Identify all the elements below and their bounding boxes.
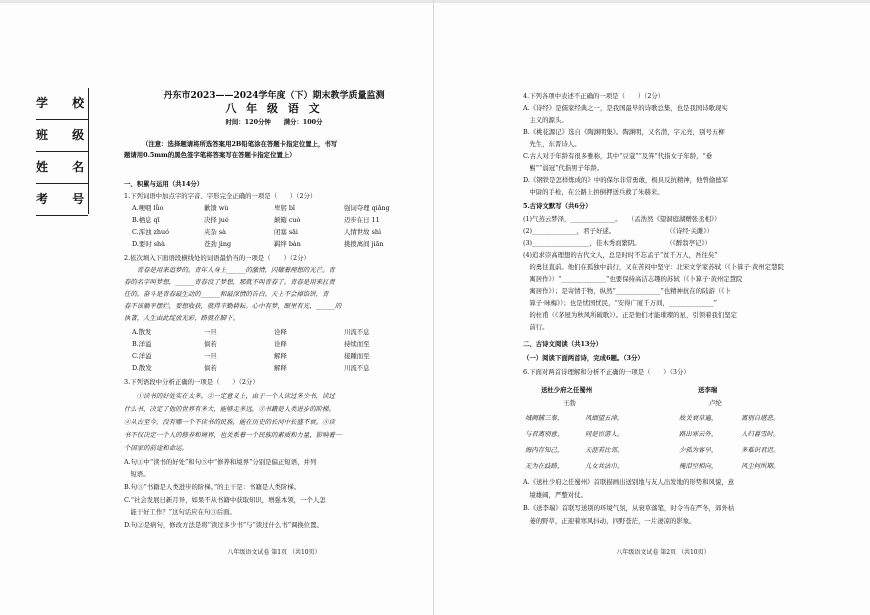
exam-title: 丹东市2023——2024学年度（下）期末教学质量监测 xyxy=(163,91,385,101)
question-1: 1.下列词语中加点字的字音、字形完全正确的一项是（ ）（2分） xyxy=(124,192,317,200)
q5-item-1: (1)气蒸云梦泽，______________。 （孟浩然《望洞庭湖赠张丞相》） xyxy=(523,215,721,223)
q2-passage: 青春是用来追梦的。青年人身上______的激情，闪耀着理想的光芒。青 xyxy=(124,266,335,274)
q3-option-c: C.“社会发展日新月异，如果不从书籍中获取知识，增强本领，一个人怎 xyxy=(124,496,326,504)
q1-option: 人情世故 shì xyxy=(344,228,382,236)
page-footer: 八年级语文试卷 第2页 （共10页） xyxy=(616,549,710,556)
q1-option: 决择 jué xyxy=(204,216,229,224)
poem-1-line: 风烟望五津。 xyxy=(585,414,624,422)
q3-passage: 个国家的前途和命运。 xyxy=(124,444,188,452)
q2-option: D.散发 xyxy=(132,364,152,372)
q2-passage: 执著，人生由此绽放光彩，路就在脚下。 xyxy=(124,314,240,322)
q5-item-4: 的勇往直前。他们在孤独中前行，又在苦闷中坚守：北宋文学家苏轼（《卜算子·黄州定慧院 xyxy=(523,263,784,271)
q4-option-b: 先生，东晋诗人。 xyxy=(523,140,581,148)
question-4: 4.下列各项中表述不正确的一项是（ ）（2分） xyxy=(523,92,665,100)
class-label: 班 级 xyxy=(36,120,88,152)
q1-option: A.哽咽 lǚo xyxy=(132,204,164,212)
poem-2-line: 人归暮雪时。 xyxy=(741,430,780,438)
poem-1-line: 与君离别意， xyxy=(525,430,564,438)
page-1 xyxy=(124,0,424,615)
poem-1-author: 王勃 xyxy=(563,399,576,407)
poem-2-line: 离别自堪悲。 xyxy=(741,414,780,422)
subsection-heading: （一）阅读下面两首诗，完成6题。（3分） xyxy=(523,354,644,362)
section-heading: 一、积累与运用（共14分） xyxy=(124,180,204,188)
q6-option-b: 萎的野草，正迎着寒风抖动，四野苍茫，一片凄凉的影象。 xyxy=(523,517,696,525)
q4-option-c: 髫”“弱冠”代指男子年龄。 xyxy=(523,164,604,172)
q2-option: B.洋溢 xyxy=(132,340,152,348)
question-5: 5.古诗文默写（共6分） xyxy=(523,202,592,210)
notice-line-2: 题请用0.5mm的黑色签字笔将答案写在答题卡指定位置上） xyxy=(124,151,296,159)
q2-option: 诠释 xyxy=(274,340,287,348)
poem-1-line: 无为在歧路， xyxy=(525,462,564,470)
section-heading: 二、古诗文阅读（共13分） xyxy=(523,340,603,348)
poem-2-title: 送李瑞 xyxy=(698,386,718,394)
q2-option: 倘若 xyxy=(204,340,217,348)
poem-2-line: 多难识君迟。 xyxy=(741,446,780,454)
poem-2-line: 风尘何所期。 xyxy=(741,462,780,470)
q6-option-a: 境雄阔，严整对仗。 xyxy=(523,491,587,499)
poem-1-line: 城阙辅三秦， xyxy=(525,414,564,422)
q2-passage: 春不该躺平摆烂，要想收获，就得辛勤耕耘。心中有梦，眼里有光，______的 xyxy=(124,302,342,310)
q1-option: 颠簸 cuò xyxy=(274,216,301,224)
q2-option: C.洋溢 xyxy=(132,352,152,360)
q2-passage: 春的名字叫梦想，______青春没了梦想，那就不叫青春了。青春是用来扛责 xyxy=(124,278,335,286)
q6-option-b: B.《送李瑞》首联写送别的环境气氛，从衰草落笔，时令当在严冬，郊外枯 xyxy=(523,504,735,512)
q3-option-d: D.句②是病句，修改方法是将“读过多少书”与“读过什么书”调换位置。 xyxy=(124,521,323,529)
q2-option: 倘若 xyxy=(204,364,217,372)
q5-item-4: 前行。 xyxy=(523,323,549,331)
q1-option: 迈步在日 11 xyxy=(344,216,380,224)
q6-option-a: A.《送杜少府之任蜀州》首联描画出送别地与友人出发地的形势和风貌，意 xyxy=(523,478,735,486)
q2-option: 解释 xyxy=(274,364,287,372)
q2-option: 解释 xyxy=(274,352,287,360)
page-fold xyxy=(433,0,434,615)
q4-option-c: C.古人对于年龄有很多雅称，其中“豆蔻”“及笄”代指女子年龄，“垂 xyxy=(523,152,713,160)
q1-option: 强词夺理 qiǎng xyxy=(344,204,390,212)
question-3: 3.下列语段中分析正确的一项是（ ）（2分） xyxy=(124,378,259,386)
q5-item-4: 算子·咏梅》）；也是忧国忧民，“安得广厦千万间，______________” xyxy=(523,299,717,307)
q2-passage: 任的。奋斗是青春最生动的______和最深情的告白。天上不会掉馅饼，青 xyxy=(124,290,329,298)
poem-1-line: 海内存知己， xyxy=(525,446,564,454)
q3-passage: 书不仅决定一个人的修养和境界，也关系着一个民族的素质和力量，影响着一 xyxy=(124,431,342,439)
poem-1-title: 送杜少府之任蜀州 xyxy=(541,386,593,394)
q2-option: 一旦 xyxy=(204,328,217,336)
q2-option: 川流不息 xyxy=(344,328,370,336)
poem-1-line: 同是宦游人。 xyxy=(585,430,624,438)
q2-option: 接踵而至 xyxy=(344,352,370,360)
poem-1-line: 儿女共沾巾。 xyxy=(585,462,624,470)
name-label: 姓 名 xyxy=(36,152,88,184)
q3-option-b: B.句③“书籍是人类进步的阶梯。”的主干是：书籍是人类阶梯。 xyxy=(124,483,301,491)
q1-option: 苍劲 jìng xyxy=(204,240,232,248)
q5-item-4: (4)追求崇高理想的古代文人，总是时时不忘孟子“贫千万人，吾往矣” xyxy=(523,251,718,259)
school-label: 学 校 xyxy=(36,88,88,120)
q4-option-a: A.《诗经》是儒家经典之一，是我国最早的诗歌总集，也是我国诗歌现实 xyxy=(523,104,728,112)
q3-option-c: 能干好工作？”这句话应在句③后面。 xyxy=(124,508,236,516)
poem-1-line: 天涯若比邻。 xyxy=(585,446,624,454)
q3-passage: ④从古至今，没有哪一个不读书的民族，能在历史的长河中长盛不衰。⑤读 xyxy=(124,418,335,426)
q3-option-a: A.句①中“读书的好处”和句⑤中“修养和境界”分别是偏正短语、并列 xyxy=(124,458,317,466)
q1-option: B.栖息 qī xyxy=(132,216,160,224)
q3-option-a: 短语。 xyxy=(124,470,150,478)
poem-2-author: 卢纶 xyxy=(709,399,722,407)
question-2: 2.依次填入下面语段横线处的词语最恰当的一项是（ ）（2分） xyxy=(124,254,310,262)
question-6: 6.下面对两首诗理解和分析不正确的一项是（ ）（3分） xyxy=(523,368,690,376)
q5-item-4: 寓居作》）“______________”也要保持高洁志趣的苏轼（《卜算子·黄州定慧院 xyxy=(523,275,743,283)
q5-item-3: (3)__________________，佳木秀而繁阴。 （《醉翁亭记》） xyxy=(523,239,711,247)
page-2 xyxy=(523,0,803,615)
q5-item-4: 寓居作》）；是寄情于物，纵然“______________”也精神抗在的陆游（《卜 xyxy=(523,287,731,295)
page-footer: 八年级语文试卷 第1页 （共10页） xyxy=(227,549,321,556)
subject-title: 八 年 级 语 文 xyxy=(225,102,323,115)
q3-passage: 什么书，决定了他的世界有多大，能够走多远。③书籍是人类进步的阶梯。 xyxy=(124,405,335,413)
q5-item-2: (2)______________，君子好逑。 （《诗经·关雎》） xyxy=(523,227,714,235)
q5-item-4: 的杜甫（《茅屋为秋风所破歌》）。正是他们才能璀璨的星，引领着我们坚定 xyxy=(523,311,738,319)
q4-option-d: 中尉的手枪，在公路上拚倒押送兵救了朱赫来。 xyxy=(523,188,664,196)
q1-option: C.浑浊 zhuó xyxy=(132,228,169,236)
notice-line-1: （注意：选择题请将所选答案用2B铅笔涂在答题卡指定位置上，书写 xyxy=(142,140,338,148)
time-score: 时间：120分钟 满分：100分 xyxy=(225,118,323,126)
q1-option: D.要时 shà xyxy=(132,240,165,248)
q2-option: 川流不息 xyxy=(344,364,370,372)
q4-option-b: B.《桃花源记》选自《陶渊明集》。陶渊明，又名潜，字元亮，别号五柳 xyxy=(523,128,725,136)
poem-2-line: 路出寒云外， xyxy=(679,430,718,438)
q4-option-d: D.《钢铁是怎样炼成的》中的保尔非常勇敢，极具反抗精神，他曾偷德军 xyxy=(523,176,729,184)
poem-2-line: 少孤为客早， xyxy=(679,446,718,454)
q4-option-a: 主义的源头。 xyxy=(523,116,568,124)
q1-option: 羁绊 bàn xyxy=(274,240,301,248)
poem-2-line: 掩泪空相向， xyxy=(679,462,718,470)
q2-option: 持续而至 xyxy=(344,340,370,348)
poem-2-line: 故关衰草遍， xyxy=(679,414,718,422)
q2-option: 诠释 xyxy=(274,328,287,336)
binding-info-box xyxy=(36,88,95,214)
q1-option: 卑躬 bǐ xyxy=(274,204,295,212)
q3-passage: ①读书的好处实在太多。②一定意义上，由于一个人读过多少书，读过 xyxy=(124,392,335,400)
exam-number-label: 考 号 xyxy=(36,184,88,216)
q1-option: 歉馈 wù xyxy=(204,204,229,212)
q2-option: A.散发 xyxy=(132,328,152,336)
q2-option: 一旦 xyxy=(204,352,217,360)
q1-option: 挑拨离间 jiān xyxy=(344,240,384,248)
q1-option: 夹杂 sà xyxy=(204,228,226,236)
q1-option: 闭塞 sāi xyxy=(274,228,298,236)
